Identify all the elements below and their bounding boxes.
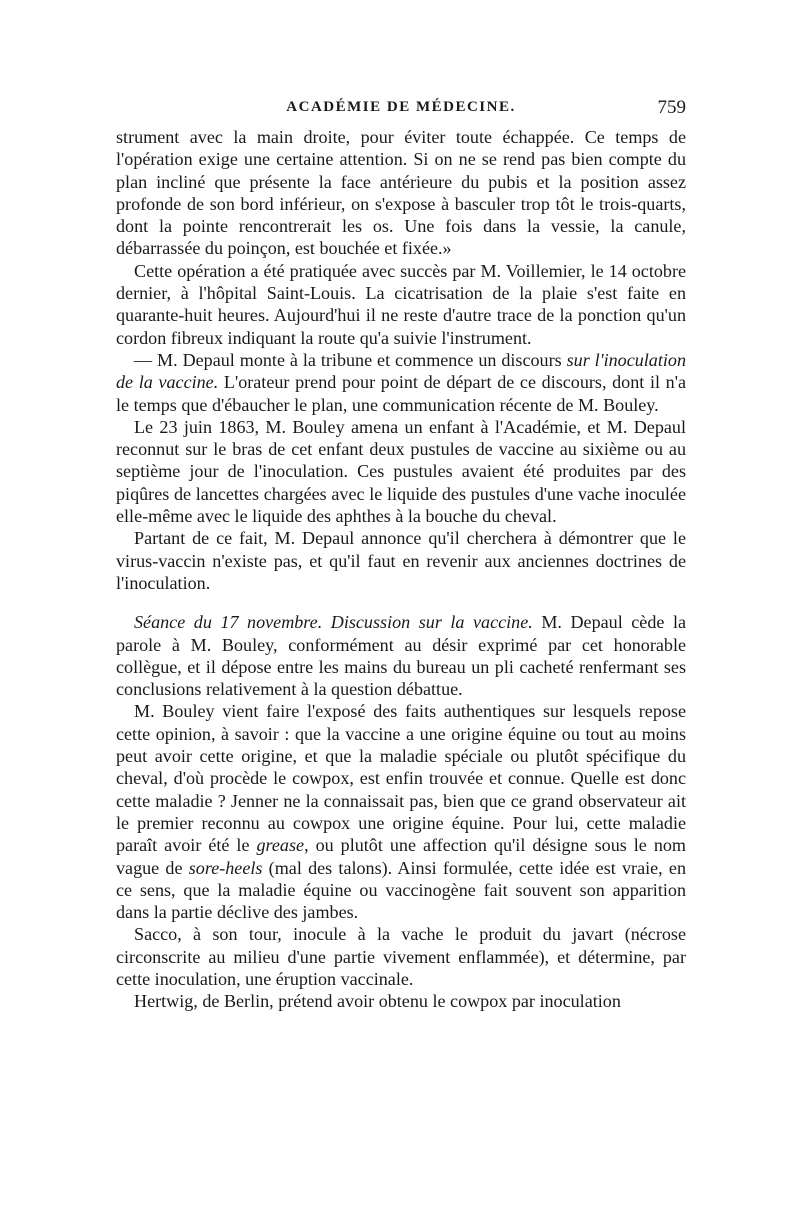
paragraph: strument avec la main droite, pour éviter toute échappée. Ce temps de l'opération exige une certaine attention. Si on ne se rend pas bien compte du plan incliné que présente la face antérieure du pubis et la position assez profonde de son bord inférieur, on s'expose à basculer trop tôt le trois-quarts, dont la pointe rencontrerait les os. Une fois dans la vessie, la canule, débarrassée du poinçon, est bouchée et fixée.» bbox=[116, 127, 686, 259]
paragraph bbox=[116, 700, 686, 923]
italic-term: sore-heels bbox=[188, 857, 263, 878]
paragraph-text: (mal des talons). Ainsi formulée, cette idée est vraie, en ce sens, que la maladie équine ou vaccinogène fait souvent son apparition dans la partie déclive des jambes. bbox=[116, 857, 687, 923]
session-heading: Séance du 17 novembre. Discussion sur la vaccine. bbox=[134, 612, 533, 633]
italic-term: grease bbox=[256, 835, 305, 856]
paragraph bbox=[116, 349, 686, 416]
session-paragraph bbox=[116, 611, 686, 700]
paragraph-text: M. Depaul cède la parole à M. Bouley, conformément au désir exprimé par cet honorable collègue, et il dépose entre les mains du bureau un pli cacheté renfermant ses conclusions relativement à la question débattue. bbox=[116, 612, 686, 700]
paragraph: Sacco, à son tour, inocule à la vache le produit du javart (nécrose circonscrite au milieu d'une partie vivement enflammée), et détermine, par cette inoculation, une éruption vaccinale. bbox=[116, 924, 686, 989]
paragraph-text: — M. Depaul monte à la tribune et commence un discours bbox=[134, 349, 567, 370]
running-title: ACADÉMIE DE MÉDECINE. bbox=[286, 99, 516, 115]
paragraph-text: M. Bouley vient faire l'exposé des faits authentiques sur lesquels repose cette opinion, à savoir : que la vaccine a une origine équine ou tout au moins peut avoir cette origine, et que la maladie spéciale ou plutôt spécifique du cheval, d'où procède le cowpox, est enfin trouvée et connue. Quelle est donc cette maladie ? Jenner ne la connaissait pas, bien que ce grand observateur ait le premier reconnu au cowpox une origine équine. Pour lui, cette maladie paraît avoir été le bbox=[116, 701, 686, 856]
paragraph: Le 23 juin 1863, M. Bouley amena un enfant à l'Académie, et M. Depaul reconnut sur le bras de cet enfant deux pustules de vaccine au sixième ou au septième jour de l'inoculation. Ces pustules avaient été produites par des piqûres de lancettes chargées avec le liquide des pustules d'une vache inoculée elle-même avec le liquide des aphthes à la bouche du cheval. bbox=[116, 416, 686, 527]
paragraph: Partant de ce fait, M. Depaul annonce qu'il cherchera à démontrer que le virus-vaccin n'existe pas, et qu'il faut en revenir aux anciennes doctrines de l'inoculation. bbox=[116, 528, 686, 593]
page-body bbox=[116, 126, 686, 1013]
paragraph-text: , ou plutôt une affection qu'il désigne sous le nom vague de bbox=[116, 835, 686, 878]
page-header bbox=[116, 97, 686, 123]
paragraph: Cette opération a été pratiquée avec succès par M. Voillemier, le 14 octobre dernier, à l'hôpital Saint-Louis. La cicatrisation de la plaie s'est faite en quarante-huit heures. Aujourd'hui il ne reste d'autre trace de la ponction qu'un cordon fibreux indiquant la route qu'a suivie l'instrument. bbox=[116, 260, 686, 348]
page-number: 759 bbox=[657, 97, 686, 118]
italic-phrase: sur l'inoculation de la vaccine. bbox=[116, 349, 686, 393]
paragraph-text: L'orateur prend pour point de départ de ce discours, dont il n'a le temps que d'ébaucher le plan, une communication récente de M. Bouley. bbox=[116, 372, 687, 415]
paragraph: Hertwig, de Berlin, prétend avoir obtenu le cowpox par inoculation bbox=[134, 991, 621, 1012]
